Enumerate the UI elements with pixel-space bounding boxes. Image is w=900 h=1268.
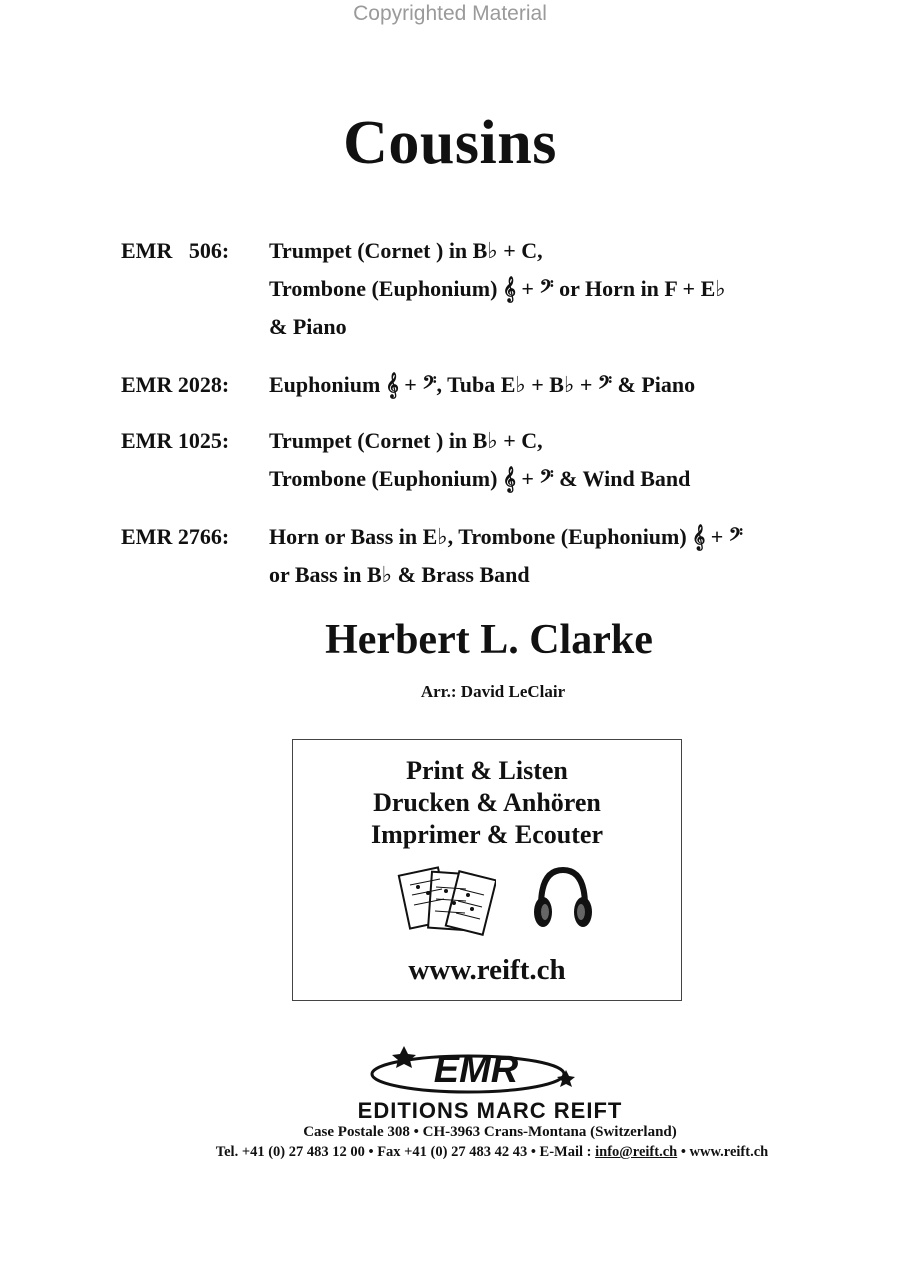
- page-title: Cousins: [343, 109, 557, 177]
- logo-text: EMR: [433, 1049, 519, 1091]
- edition-instrumentation: & Piano: [269, 314, 347, 339]
- edition-instrumentation: Horn or Bass in E♭, Trombone (Euphonium) 𝄞 + 𝄢: [269, 524, 743, 549]
- arranger: Arr.: David LeClair: [420, 682, 566, 701]
- sheet-music-icon: [396, 865, 496, 937]
- promo-line-german: Drucken & Anhören: [373, 788, 601, 817]
- publisher-contact: [0, 1144, 900, 1161]
- edition-instrumentation: Trombone (Euphonium) 𝄞 + 𝄢 & Wind Band: [269, 466, 691, 491]
- edition-instrumentation: Trombone (Euphonium) 𝄞 + 𝄢 or Horn in F + E♭: [269, 276, 726, 301]
- publisher-name: EDITIONS MARC REIFT: [357, 1098, 623, 1123]
- edition-code: EMR 506:: [121, 238, 230, 263]
- watermark: Copyrighted Material: [353, 2, 547, 25]
- edition-instrumentation: Trumpet (Cornet ) in B♭ + C,: [269, 428, 543, 453]
- promo-line-english: Print & Listen: [406, 756, 568, 785]
- edition-instrumentation: Euphonium 𝄞 + 𝄢, Tuba E♭ + B♭ + 𝄢 & Piano: [269, 372, 696, 397]
- edition-instrumentation: Trumpet (Cornet ) in B♭ + C,: [269, 238, 543, 263]
- edition-code: EMR 2766:: [121, 524, 230, 549]
- edition-instrumentation: or Bass in B♭ & Brass Band: [269, 562, 530, 587]
- contact-website: • www.reift.ch: [677, 1144, 769, 1160]
- composer: Herbert L. Clarke: [325, 617, 653, 663]
- edition-code: EMR 2028:: [121, 372, 230, 397]
- promo-box: [292, 739, 682, 1001]
- emr-logo: [370, 1040, 590, 1096]
- publisher-address: Case Postale 308 • CH-3963 Crans-Montana (Switzerland): [303, 1124, 677, 1140]
- email-link[interactable]: info@reift.ch: [595, 1144, 678, 1160]
- promo-line-french: Imprimer & Ecouter: [370, 820, 603, 849]
- promo-url: www.reift.ch: [408, 954, 566, 986]
- edition-code: EMR 1025:: [121, 428, 230, 453]
- headphones-icon: [531, 862, 595, 934]
- contact-phone-fax: Tel. +41 (0) 27 483 12 00 • Fax +41 (0) 27 483 42 43 • E-Mail :: [215, 1144, 596, 1160]
